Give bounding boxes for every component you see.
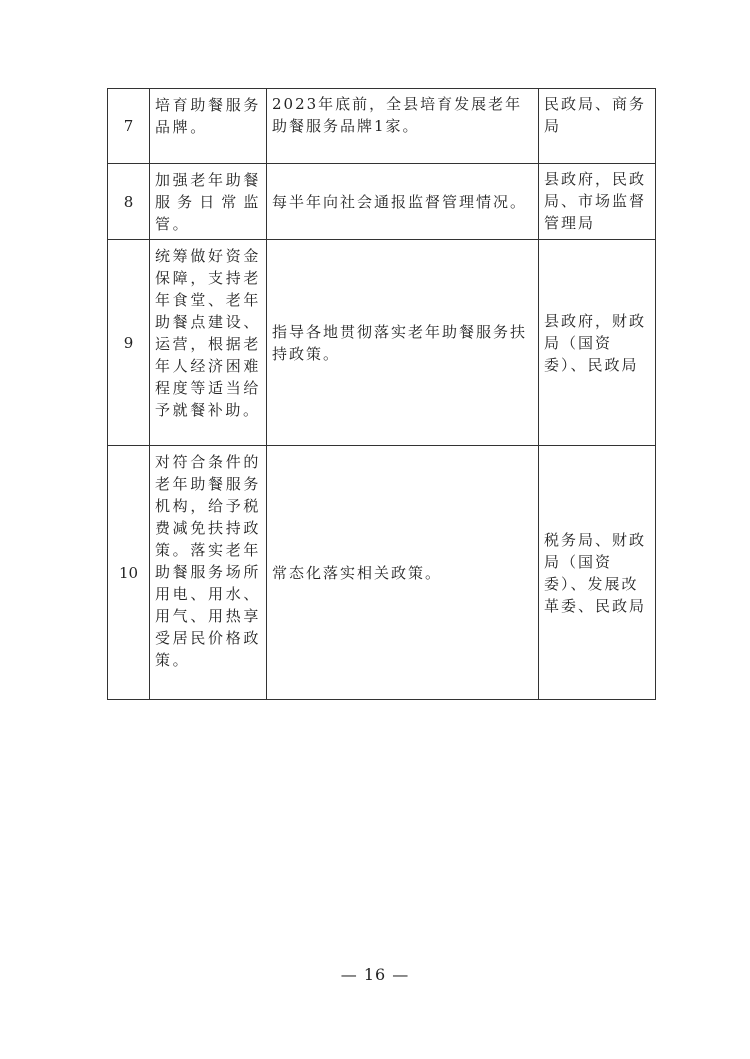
task-cell: 加强老年助餐服务日常监管。	[150, 164, 267, 240]
page-number: — 16 —	[340, 965, 410, 984]
task-cell: 对符合条件的老年助餐服务机构，给予税费减免扶持政策。落实老年助餐服务场所用电、用水、用气、用热享受居民价格政策。	[150, 446, 267, 700]
measure-cell: 常态化落实相关政策。	[267, 446, 539, 700]
table-row	[108, 240, 656, 446]
row-number: 9	[108, 240, 150, 446]
task-cell: 统筹做好资金保障，支持老年食堂、老年助餐点建设、运营，根据老年人经济困难程度等适当给予就餐补助。	[150, 240, 267, 446]
measure-cell: 指导各地贯彻落实老年助餐服务扶持政策。	[267, 240, 539, 446]
table-row	[108, 446, 656, 700]
department-cell: 民政局、商务局	[539, 89, 656, 164]
department-cell: 县政府，财政局（国资委）、民政局	[539, 240, 656, 446]
measure-cell: 2023年底前，全县培育发展老年助餐服务品牌1家。	[267, 89, 539, 164]
measure-cell: 每半年向社会通报监督管理情况。	[267, 164, 539, 240]
row-number: 8	[108, 164, 150, 240]
policy-table	[107, 88, 656, 700]
department-cell: 税务局、财政局（国资委）、发展改革委、民政局	[539, 446, 656, 700]
row-number: 10	[108, 446, 150, 700]
row-number: 7	[108, 89, 150, 164]
department-cell: 县政府，民政局、市场监督管理局	[539, 164, 656, 240]
table-row	[108, 164, 656, 240]
table-row	[108, 89, 656, 164]
task-cell: 培育助餐服务品牌。	[150, 89, 267, 164]
